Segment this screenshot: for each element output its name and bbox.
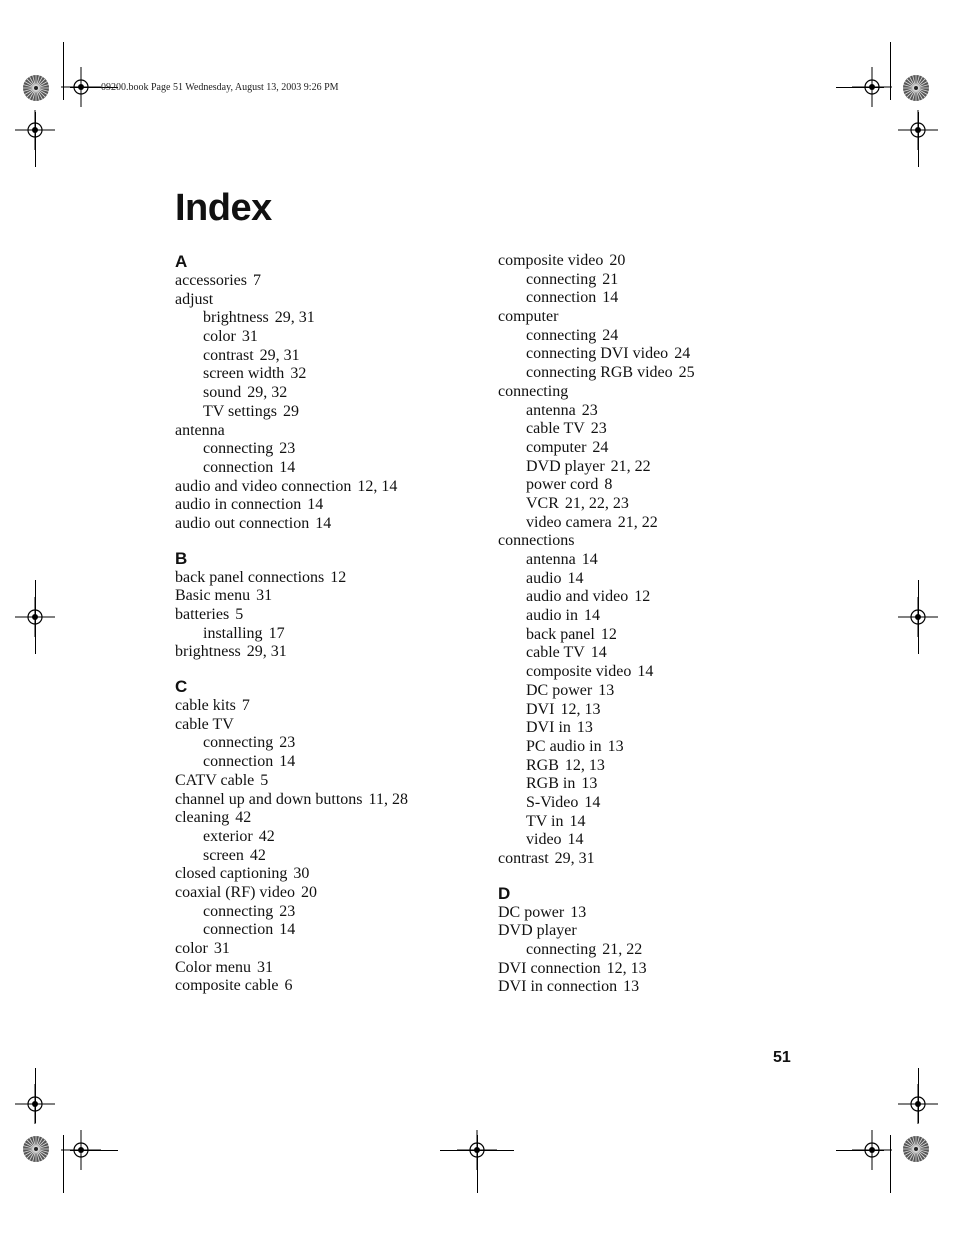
index-subentry — [498, 775, 818, 794]
index-section-letter: C — [175, 677, 188, 697]
index-entry — [498, 960, 818, 979]
index-term: exterior — [203, 827, 253, 845]
index-term: connecting — [526, 941, 597, 959]
index-term: coaxial (RF) video — [175, 883, 295, 901]
index-page-refs: 11, 28 — [368, 790, 408, 808]
index-term: color — [175, 940, 208, 957]
index-term: cable TV — [526, 644, 585, 662]
index-subentry — [175, 847, 495, 866]
index-subentry — [175, 828, 495, 847]
index-page-refs: 23 — [590, 420, 607, 438]
index-subentry — [175, 328, 495, 347]
index-subentry — [498, 794, 818, 813]
color-bar-target-icon — [902, 1135, 930, 1163]
index-term: TV settings — [203, 402, 277, 420]
index-term: audio in — [526, 607, 578, 625]
index-entry — [175, 643, 495, 662]
index-entry — [498, 922, 818, 941]
index-page-refs: 14 — [279, 753, 296, 771]
index-page-refs: 14 — [279, 921, 296, 939]
index-term: back panel — [526, 625, 595, 643]
index-subentry — [498, 941, 818, 960]
index-term: cable TV — [175, 715, 234, 733]
index-page-refs: 25 — [678, 364, 695, 382]
index-subentry — [498, 570, 818, 589]
index-term: brightness — [203, 309, 269, 327]
index-entry — [498, 978, 818, 997]
index-term: brightness — [175, 643, 241, 661]
index-subentry — [498, 420, 818, 439]
index-term: audio in connection — [175, 496, 302, 514]
index-entry — [498, 904, 818, 923]
index-term: Basic menu — [175, 587, 251, 605]
index-subentry — [498, 813, 818, 832]
index-term: DVI in — [526, 719, 571, 737]
index-term: connecting — [526, 326, 597, 344]
index-term: connecting — [203, 902, 274, 920]
index-term: cleaning — [175, 809, 230, 827]
index-page-refs: 23 — [581, 401, 598, 419]
index-page-refs: 21, 22 — [602, 941, 643, 959]
index-term: antenna — [526, 401, 576, 419]
index-term: connection — [203, 753, 274, 771]
registration-target-icon — [852, 67, 892, 107]
index-term: VCR — [526, 494, 559, 512]
index-subentry — [175, 384, 495, 403]
index-subentry — [498, 682, 818, 701]
index-subentry — [498, 439, 818, 458]
index-entry — [175, 977, 495, 996]
index-subentry — [498, 345, 818, 364]
index-subentry — [175, 365, 495, 384]
index-page-refs: 20 — [300, 883, 317, 901]
index-term: cable kits — [175, 697, 236, 715]
index-subentry — [175, 753, 495, 772]
index-page-refs: 24 — [674, 345, 691, 363]
index-page-refs: 29, 31 — [259, 346, 300, 364]
index-page-refs: 29, 32 — [247, 384, 288, 402]
index-term: accessories — [175, 272, 247, 289]
index-page-refs: 32 — [290, 365, 307, 383]
index-term: DVI — [526, 700, 555, 718]
index-entry — [498, 532, 818, 551]
index-term: audio and video connection — [175, 477, 352, 495]
index-term: channel up and down buttons — [175, 790, 363, 808]
index-subentry — [175, 309, 495, 328]
index-subentry — [498, 551, 818, 570]
index-term: computer — [498, 308, 559, 326]
index-subentry — [175, 921, 495, 940]
index-term: screen — [203, 846, 244, 864]
index-page-refs: 20 — [609, 252, 626, 269]
index-subentry — [498, 364, 818, 383]
index-term: DC power — [498, 903, 565, 921]
index-page-refs: 23 — [279, 440, 296, 458]
color-bar-target-icon — [902, 74, 930, 102]
index-subentry — [175, 734, 495, 753]
index-section-letter: D — [498, 883, 511, 903]
index-page-refs: 24 — [602, 326, 619, 344]
registration-target-icon — [61, 1130, 101, 1170]
index-page-refs: 31 — [241, 328, 258, 346]
index-page-refs: 12, 13 — [560, 700, 601, 718]
index-page-refs: 13 — [598, 681, 615, 699]
index-page-refs: 13 — [576, 719, 593, 737]
index-term: CATV cable — [175, 771, 255, 789]
index-term: composite cable — [175, 977, 279, 995]
index-page-refs: 29, 31 — [554, 850, 595, 867]
index-term: sound — [203, 384, 242, 402]
index-term: cable TV — [526, 420, 585, 438]
index-page-refs: 14 — [581, 551, 598, 568]
index-term: installing — [203, 624, 263, 642]
index-subentry — [498, 644, 818, 663]
index-term: back panel connections — [175, 568, 325, 586]
index-entry — [175, 940, 495, 959]
index-subentry — [498, 271, 818, 290]
index-page-refs: 7 — [252, 272, 261, 289]
index-page-refs: 42 — [258, 827, 275, 845]
index-page-refs: 17 — [268, 624, 285, 642]
index-page-refs: 14 — [590, 644, 607, 662]
index-page-refs: 13 — [570, 903, 587, 921]
index-term: S-Video — [526, 793, 579, 811]
index-term: composite video — [526, 663, 632, 681]
index-page-refs: 42 — [235, 809, 252, 827]
index-subentry — [175, 440, 495, 459]
index-term: audio out connection — [175, 514, 310, 532]
index-subentry — [498, 514, 818, 533]
color-bar-target-icon — [22, 74, 50, 102]
index-entry — [175, 959, 495, 978]
index-subentry — [498, 626, 818, 645]
index-entry — [175, 772, 495, 791]
print-slug: 09200.book Page 51 Wednesday, August 13, 2003 9:26 PM — [101, 82, 339, 93]
index-page-refs: 12 — [634, 588, 651, 606]
index-term: connecting — [203, 440, 274, 458]
index-page-refs: 14 — [584, 607, 600, 625]
index-page-refs: 23 — [279, 902, 296, 920]
index-term: screen width — [203, 365, 285, 383]
index-term: connecting — [526, 270, 597, 288]
index-column-right — [498, 252, 818, 997]
index-column-left — [175, 252, 495, 996]
index-page-refs: 30 — [293, 865, 310, 883]
index-subentry — [498, 402, 818, 421]
index-term: connection — [526, 289, 597, 307]
index-subentry — [175, 347, 495, 366]
index-page-refs: 23 — [279, 734, 296, 752]
index-term: connecting — [203, 734, 274, 752]
index-term: RGB — [526, 756, 559, 774]
index-entry — [175, 422, 495, 441]
index-term: DVD player — [498, 922, 577, 940]
index-entry — [175, 569, 495, 588]
index-entry — [175, 515, 495, 534]
index-page-refs: 14 — [584, 793, 601, 811]
index-page-refs: 14 — [602, 289, 619, 307]
index-entry — [175, 809, 495, 828]
index-page-refs: 21 — [602, 270, 619, 288]
index-entry — [175, 478, 495, 497]
index-term: Color menu — [175, 958, 251, 976]
index-page-refs: 5 — [235, 606, 244, 623]
index-term: color — [203, 328, 236, 346]
index-term: DVD player — [526, 457, 605, 475]
index-page-refs: 31 — [257, 958, 273, 976]
index-page-refs: 29, 31 — [274, 309, 315, 327]
index-term: video — [526, 831, 562, 849]
index-term: audio and video — [526, 588, 629, 606]
index-page-refs: 14 — [567, 569, 584, 587]
index-term: connecting DVI video — [526, 345, 669, 363]
index-subentry — [175, 625, 495, 644]
index-section-letter: B — [175, 548, 188, 568]
index-page-refs: 21, 22 — [610, 457, 651, 475]
index-page-refs: 14 — [567, 831, 584, 849]
index-term: DVI connection — [498, 959, 601, 977]
index-subentry — [498, 719, 818, 738]
index-term: audio — [526, 569, 562, 587]
index-term: DC power — [526, 681, 593, 699]
index-subentry — [498, 476, 818, 495]
index-page-refs: 12, 14 — [357, 477, 398, 495]
index-subentry — [498, 495, 818, 514]
index-page-refs: 31 — [213, 940, 230, 957]
index-page-refs: 14 — [315, 514, 332, 532]
index-term: TV in — [526, 812, 564, 830]
index-entry — [175, 496, 495, 515]
index-entry — [175, 587, 495, 606]
index-entry — [175, 865, 495, 884]
index-subentry — [498, 757, 818, 776]
index-subentry — [175, 459, 495, 478]
index-entry — [175, 606, 495, 625]
index-page-refs: 14 — [569, 812, 586, 830]
index-term: computer — [526, 438, 587, 456]
index-entry — [175, 716, 495, 735]
index-term: closed captioning — [175, 865, 288, 883]
index-term: power cord — [526, 476, 599, 494]
index-subentry — [498, 738, 818, 757]
registration-target-icon — [15, 597, 55, 637]
color-bar-target-icon — [22, 1135, 50, 1163]
index-page-refs: 29, 31 — [246, 643, 287, 661]
index-entry — [498, 308, 818, 327]
index-term: connecting RGB video — [526, 364, 673, 382]
registration-target-icon — [15, 110, 55, 150]
index-page-refs: 12, 13 — [606, 959, 647, 977]
index-term: antenna — [526, 551, 576, 568]
index-section-letter: A — [175, 252, 188, 271]
registration-target-icon — [898, 597, 938, 637]
index-page-refs: 24 — [592, 438, 609, 456]
index-entry — [175, 272, 495, 291]
index-subentry — [498, 327, 818, 346]
index-subentry — [498, 831, 818, 850]
index-page-refs: 21, 22 — [617, 513, 658, 531]
index-page-refs: 5 — [260, 771, 269, 789]
page-number: 51 — [773, 1049, 791, 1066]
index-page-refs: 14 — [279, 458, 296, 476]
index-page-refs: 29 — [282, 402, 299, 420]
registration-target-icon — [898, 1084, 938, 1124]
index-term: batteries — [175, 606, 230, 623]
index-term: PC audio in — [526, 737, 602, 755]
index-entry — [175, 791, 495, 810]
index-term: DVI in connection — [498, 978, 618, 996]
index-entry — [175, 884, 495, 903]
index-subentry — [498, 289, 818, 308]
index-subentry — [175, 903, 495, 922]
index-term: video camera — [526, 513, 612, 531]
index-page-refs: 31 — [256, 587, 273, 605]
index-page-refs: 7 — [241, 697, 250, 715]
registration-target-icon — [61, 67, 101, 107]
index-term: connecting — [498, 382, 569, 400]
index-page-refs: 21, 22, 23 — [564, 494, 629, 512]
index-term: connection — [203, 921, 274, 939]
registration-target-icon — [457, 1130, 497, 1170]
page-title: Index — [175, 187, 272, 229]
registration-target-icon — [898, 110, 938, 150]
index-entry — [498, 252, 818, 271]
index-page-refs: 13 — [607, 737, 624, 755]
index-page-refs: 14 — [637, 663, 654, 681]
index-subentry — [498, 701, 818, 720]
registration-target-icon — [852, 1130, 892, 1170]
index-subentry — [498, 458, 818, 477]
index-subentry — [498, 607, 818, 626]
index-term: adjust — [175, 290, 214, 308]
index-page-refs: 12 — [600, 625, 617, 643]
index-page-refs: 13 — [623, 978, 640, 996]
index-page-refs: 42 — [249, 846, 266, 864]
index-term: connection — [203, 458, 274, 476]
index-entry — [175, 291, 495, 310]
index-subentry — [498, 588, 818, 607]
index-entry — [498, 383, 818, 402]
index-term: composite video — [498, 252, 604, 269]
index-entry — [175, 697, 495, 716]
index-subentry — [498, 663, 818, 682]
index-page-refs: 8 — [604, 476, 613, 494]
index-term: contrast — [203, 346, 254, 364]
index-term: connections — [498, 532, 575, 550]
index-page-refs: 13 — [581, 775, 598, 793]
index-term: contrast — [498, 850, 549, 867]
index-page-refs: 12 — [330, 568, 347, 586]
registration-target-icon — [15, 1084, 55, 1124]
index-page-refs: 14 — [307, 496, 324, 514]
index-term: antenna — [175, 421, 225, 439]
index-page-refs: 12, 13 — [564, 756, 605, 774]
index-term: RGB in — [526, 775, 576, 793]
index-page-refs: 6 — [284, 977, 293, 995]
index-entry — [498, 850, 818, 869]
index-subentry — [175, 403, 495, 422]
